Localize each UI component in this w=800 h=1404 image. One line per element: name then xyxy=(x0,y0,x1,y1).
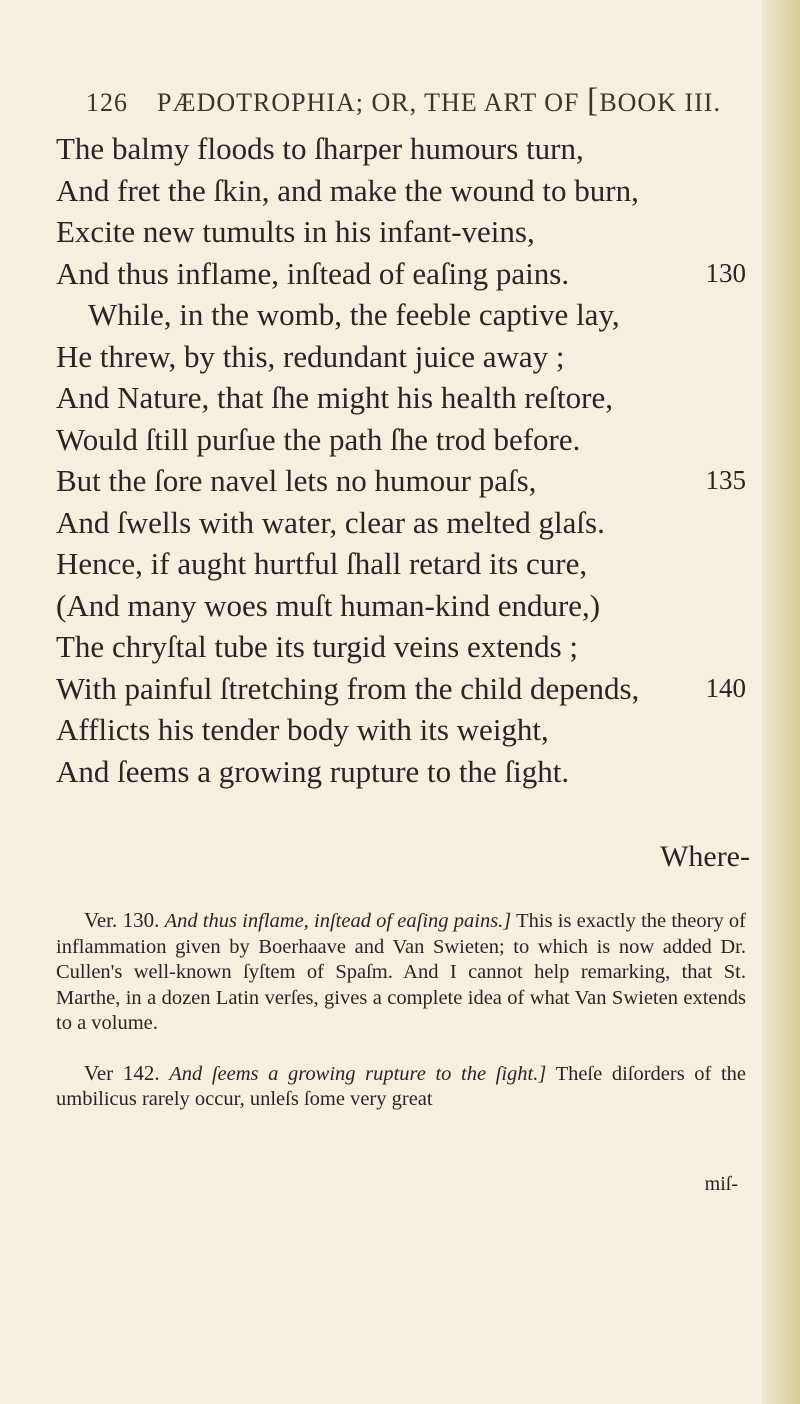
verse-line xyxy=(56,751,746,793)
verse-line xyxy=(56,460,746,502)
verse-line xyxy=(56,668,746,710)
verse-text: Excite new tumults in his infant-veins, xyxy=(56,214,535,249)
note-quote: And thus inflame, inſtead of eaſing pains.] xyxy=(164,910,512,932)
verse-text: And fret the ſkin, and make the wound to burn, xyxy=(56,172,639,208)
verse-line xyxy=(56,585,746,627)
note-body: Theſe diſorders of the umbilicus rarely occur, unleſs ſome very great xyxy=(56,1062,746,1110)
verse-line xyxy=(56,377,746,419)
note-ref: Ver 142. xyxy=(84,1060,160,1085)
verse-text: The chryſtal tube its turgid veins extends ; xyxy=(56,629,579,664)
verse-text: Afflicts his tender body with its weight, xyxy=(56,712,549,747)
line-number: 135 xyxy=(705,465,746,495)
verse-text: And ſwells with water, clear as melted glaſs. xyxy=(56,504,605,540)
verse-line xyxy=(56,419,746,461)
verse-line xyxy=(56,709,746,751)
note-quote: And ſeems a growing rupture to the ſight.] xyxy=(169,1062,547,1085)
book-bracket: [ xyxy=(586,82,600,119)
verse-line xyxy=(56,170,746,212)
verse-line xyxy=(56,336,746,378)
verse-text: The balmy floods to ſharper humours turn, xyxy=(56,131,584,166)
catchword: Where- xyxy=(660,840,750,873)
verse-line xyxy=(56,294,746,336)
verse-line xyxy=(56,128,746,170)
verse-text: And Nature, that ſhe might his health reſtore, xyxy=(56,380,613,415)
page-number: 126 xyxy=(86,88,128,117)
verse-text: While, in the womb, the feeble captive lay, xyxy=(88,297,620,332)
footnotes xyxy=(56,908,746,1137)
verse-block xyxy=(56,128,746,792)
verse-line xyxy=(56,543,746,585)
verse-line xyxy=(56,626,746,668)
verse-text: Would ſtill purſue the path ſhe trod before. xyxy=(56,421,581,457)
note-ref: Ver. 130. xyxy=(84,908,160,932)
verse-text: He threw, by this, redundant juice away ; xyxy=(56,338,565,374)
line-number: 140 xyxy=(705,672,746,703)
verse-line xyxy=(56,211,746,253)
verse-text: But the ſore navel lets no humour paſs, xyxy=(56,463,537,498)
footnote xyxy=(56,908,746,1037)
verse-text: With painful ſtretching from the child depends, xyxy=(56,670,640,706)
book-label: BOOK III. xyxy=(599,88,721,117)
running-header xyxy=(86,82,766,120)
running-title: PÆDOTROPHIA; OR, THE ART OF xyxy=(157,88,580,117)
verse-line xyxy=(56,502,746,544)
page-edge xyxy=(762,0,800,1404)
verse-line xyxy=(56,253,746,295)
line-number: 130 xyxy=(705,257,746,288)
verse-text: And thus inflame, inſtead of eaſing pains. xyxy=(56,255,570,291)
verse-text: Hence, if aught hurtful ſhall retard its cure, xyxy=(56,546,588,581)
note-body: This is exactly the theory of inflammation given by Boerhaave and Van Swieten; to which is now added Dr. Cullen's well-known ſyſtem of Spaſm. And I cannot help remarking, that St. Marthe, in a dozen Latin verſes, gives a complete idea of what Van Swieten extends to a volume. xyxy=(56,910,746,1034)
verse-text: (And many woes muſt human-kind endure,) xyxy=(56,587,601,623)
footnote xyxy=(56,1061,746,1113)
verse-text: And ſeems a growing rupture to the ſight. xyxy=(56,753,570,789)
footnote-catchword: miſ- xyxy=(704,1173,738,1195)
